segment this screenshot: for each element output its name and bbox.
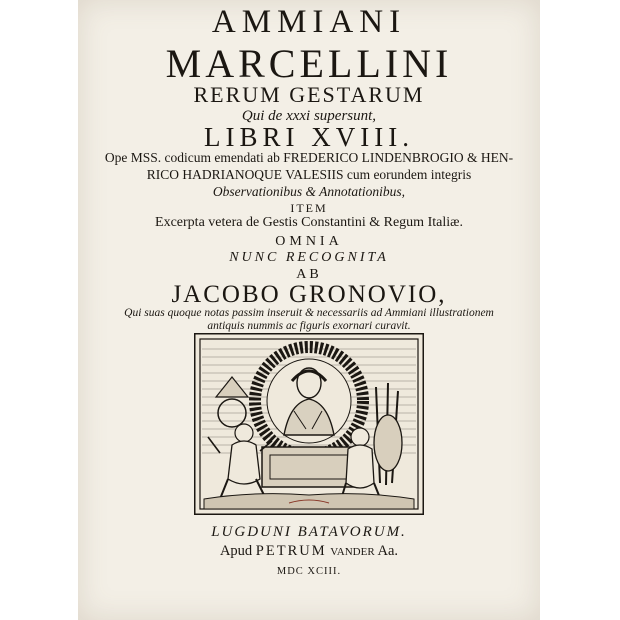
author-line-2: MARCELLINI <box>165 41 453 86</box>
title-page <box>78 0 540 620</box>
editor-note-line-1: Qui suas quoque notas passim inseruit & necessariis ad Ammiani illustrationem <box>124 307 494 319</box>
engraved-vignette <box>194 333 424 515</box>
work-title: RERUM GESTARUM <box>193 82 425 107</box>
editor-name: JACOBO GRONOVIO, <box>171 281 447 308</box>
edition-line-3: Observationibus & Annotationibus, <box>212 184 406 199</box>
excerpta-line: Excerpta vetera de Gestis Constantini & Regum Italiæ. <box>155 215 463 230</box>
publisher-name: PETRUM <box>255 543 327 559</box>
edition-line-2: RICO HADRIANOQUE VALESIIS cum eorundem integris <box>146 167 472 182</box>
books-heading: LIBRI XVIII. <box>204 122 414 152</box>
omnia-heading: OMNIA <box>275 234 343 249</box>
edition-line-1: Ope MSS. codicum emendati ab FREDERICO LINDENBROGIO & HEN- <box>104 150 514 165</box>
apud-word: Apud <box>219 543 253 559</box>
publisher-surname: Aa. <box>377 543 399 559</box>
extant-note: Qui de xxxi supersunt, <box>241 108 377 124</box>
imprint-publisher <box>78 543 540 560</box>
editor-note-line-2: antiquis nummis ac figuris exornari curavit. <box>207 320 411 332</box>
recognita-line: NUNC RECOGNITA <box>229 250 389 265</box>
author-line-1: AMMIANI <box>211 4 407 40</box>
item-heading: ITEM <box>290 201 328 215</box>
publisher-particle: VANDER <box>330 546 375 558</box>
ab-line: AB <box>296 267 322 282</box>
imprint-year: MDC XCIII. <box>276 566 342 577</box>
imprint-place: LUGDUNI BATAVORUM. <box>211 524 407 540</box>
